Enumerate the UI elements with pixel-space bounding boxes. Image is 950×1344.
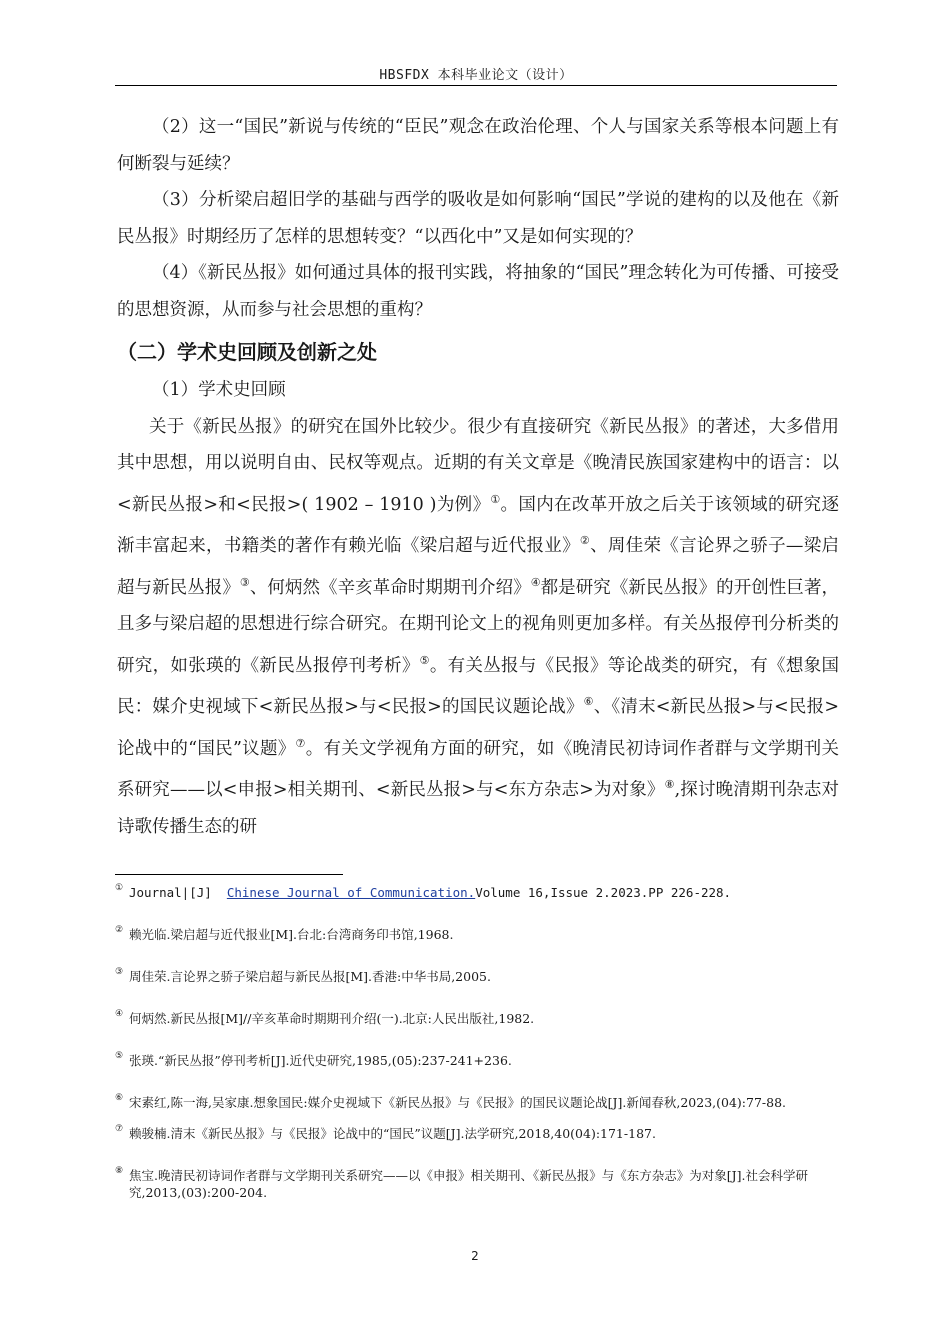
para-text: 、周佳荣《言论界之骄子—梁启超与新民丛报》 xyxy=(117,536,840,598)
footnote-ref[interactable]: ⑤ xyxy=(419,653,430,667)
footnote-mark: ④ xyxy=(115,1009,124,1019)
para-text: 、何炳然《辛亥革命时期期刊介绍》 xyxy=(249,577,531,598)
footnote-1 xyxy=(115,884,835,901)
footnote-ref[interactable]: ② xyxy=(579,534,591,547)
para-text: 。有关文学视角方面的研究，如《晚清民初诗词作者群与文学期刊关系研究——以<申报>相关期刊、<新民丛报>与<东方杂志>为对象》 xyxy=(117,738,839,800)
main-text xyxy=(117,109,839,845)
para-text: 。有关丛报与《民报》等论战类的研究，有《想象国民：媒介史视域下<新民丛报>与<民报>的国民议题论战》 xyxy=(117,655,839,717)
para-text: ,探讨晚清期刊杂志对诗歌传播生态的研 xyxy=(117,780,839,837)
footnote-mark: ⑤ xyxy=(115,1051,124,1061)
footnote-text: Journal|[J] xyxy=(129,885,227,900)
footnote-mark: ⑦ xyxy=(115,1124,124,1134)
footnote-7 xyxy=(115,1125,835,1142)
question-3: （3）分析梁启超旧学的基础与西学的吸收是如何影响“国民”学说的建构的以及他在《新民丛报》时期经历了怎样的思想转变？“以西化中”又是如何实现的？ xyxy=(117,190,839,247)
footnotes xyxy=(115,884,835,1226)
footnote-mark: ⑥ xyxy=(115,1093,124,1103)
footnote-ref[interactable]: ⑧ xyxy=(664,778,675,791)
footnote-5 xyxy=(115,1052,835,1069)
footnote-text: 周佳荣.言论界之骄子梁启超与新民丛报[M].香港:中华书局,2005. xyxy=(129,969,491,984)
subheading: （1）学术史回顾 xyxy=(152,380,286,400)
footnote-mark: ⑧ xyxy=(115,1166,124,1176)
footnote-ref[interactable]: ⑥ xyxy=(583,695,594,708)
page-header: HBSFDX 本科毕业论文（设计） xyxy=(379,68,573,83)
footnote-3 xyxy=(115,968,835,985)
header-rule xyxy=(115,85,837,86)
footnote-4 xyxy=(115,1010,835,1027)
para-text: 关于《新民丛报》的研究在国外比较少。很少有直接研究《新民丛报》的著述，大多借用其中思想，用以说明自由、民权等观点。近期的有关文章是《晚清民族国家建构中的语言：以<新民丛报>和<民报>( 1902 – 1910 )为例》 xyxy=(117,416,839,515)
para-text: 、《清末<新民丛报>与<民报>论战中的“国民”议题》 xyxy=(117,697,839,759)
footnote-text: 宋素红,陈一海,吴家康.想象国民:媒介史视域下《新民丛报》与《民报》的国民议题论战[J].新闻春秋,2023,(04):77-88. xyxy=(129,1095,787,1110)
footnote-ref[interactable]: ① xyxy=(490,492,501,506)
footnote-ref[interactable]: ④ xyxy=(530,575,541,589)
question-2: （2）这一“国民”新说与传统的“臣民”观念在政治伦理、个人与国家关系等根本问题上有何断裂与延续？ xyxy=(117,117,839,174)
page-number: 2 xyxy=(471,1249,479,1263)
para-text: 都是研究《新民丛报》的开创性巨著，且多与梁启超的思想进行综合研究。在期刊论文上的视角则更加多样。有关丛报停刊分析类的研究，如张瑛的《新民丛报停刊考析》 xyxy=(117,577,840,676)
section-heading: （二）学术史回顾及创新之处 xyxy=(117,340,377,364)
footnote-8 xyxy=(115,1167,835,1201)
footnote-2 xyxy=(115,926,835,943)
question-4: （4）《新民丛报》如何通过具体的报刊实践，将抽象的“国民”理念转化为可传播、可接受的思想资源，从而参与社会思想的重构？ xyxy=(117,263,839,320)
footnote-text: 焦宝.晚清民初诗词作者群与文学期刊关系研究——以《申报》相关期刊、《新民丛报》与《东方杂志》为对象[J].社会科学研究,2013,(03):200-204. xyxy=(129,1168,808,1200)
footnote-text: 赖光临.梁启超与近代报业[M].台北:台湾商务印书馆,1968. xyxy=(129,927,454,942)
footnote-mark: ② xyxy=(115,925,124,935)
footnote-6 xyxy=(115,1094,835,1111)
journal-link[interactable]: Chinese Journal of Communication. xyxy=(226,885,476,900)
footnote-rule xyxy=(115,874,343,875)
footnote-ref[interactable]: ⑦ xyxy=(295,736,306,750)
footnote-text: 何炳然.新民丛报[M]//辛亥革命时期期刊介绍(一).北京:人民出版社,1982. xyxy=(129,1011,535,1026)
footnote-mark: ① xyxy=(115,883,124,893)
footnote-mark: ③ xyxy=(115,967,124,977)
footnote-text: 张瑛.“新民丛报”停刊考析[J].近代史研究,1985,(05):237-241+236. xyxy=(129,1053,512,1068)
para-text: 。国内在改革开放之后关于该领域的研究逐渐丰富起来，书籍类的著作有赖光临《梁启超与近代报业》 xyxy=(117,494,839,556)
footnote-ref[interactable]: ③ xyxy=(239,575,250,589)
footnote-text: 赖骏楠.清末《新民丛报》与《民报》论战中的“国民”议题[J].法学研究,2018,40(04):171-187. xyxy=(129,1126,656,1141)
footnote-text: Volume 16,Issue 2.2023.PP 226-228. xyxy=(475,885,732,900)
literature-review-paragraph xyxy=(117,409,839,846)
